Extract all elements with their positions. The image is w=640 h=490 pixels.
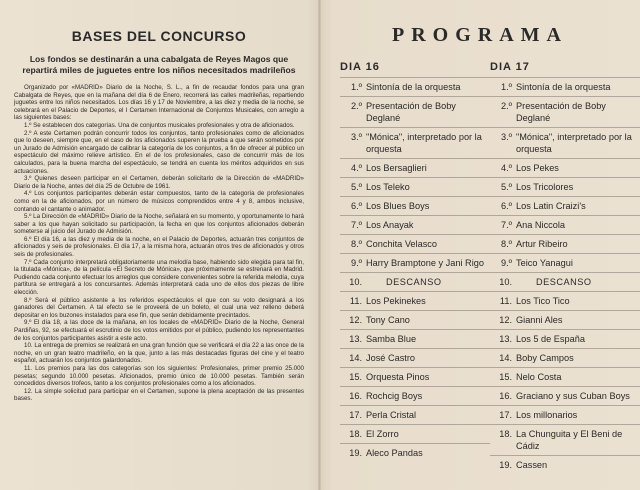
- program-item-number: 7.º: [500, 220, 512, 230]
- program-item-number: 14.: [499, 353, 512, 363]
- rule-paragraph: Organizado por «MADRID» Diario de la Noche, S. L., a fin de recaudar fondos para una gran Cabalgata de Reyes, que en la mañana del día 6 de Enero, recorrerá las calles madrileñas, repartiendo juguetes entre los niños necesitados. Los días 16 y 17 de Noviembre, a las diez y media de la noche, se celebrará en el Palacio de Deportes, el I Certamen Internacional de Conjuntos Musicales, con arreglo a las siguientes bases:: [14, 84, 304, 122]
- program-item: [490, 127, 640, 158]
- program-item-number: 8.º: [500, 239, 512, 249]
- rule-paragraph: 6.º El día 16, a las diez y media de la noche, en el Palacio de Deportes, actuarán tres conjuntos de aficionados y seis de profesionales. El día 17, a la misma hora, actuarán otros tres de aficionados y otros seis de profesionales.: [14, 235, 304, 259]
- program-item: [490, 455, 640, 474]
- program-item: [340, 253, 490, 272]
- program-item-number: 17.: [499, 410, 512, 420]
- rule-paragraph: 9.º El día 18, a las doce de la mañana, en los locales de «MADRID» Diario de la Noche, General Pardiñas, 92, se efectuará el escrutinio de los votos emitidos por el público, pudiendo los representantes de los conjuntos participantes asistir a este acto.: [14, 319, 304, 342]
- program-item: [340, 127, 490, 158]
- programa-title: PROGRAMA: [392, 24, 568, 46]
- program-item: [340, 158, 490, 177]
- program-item-act: Ana Niccola: [516, 220, 566, 230]
- program-item-number: 5.º: [350, 182, 362, 192]
- programa-columns: [330, 57, 630, 477]
- program-item: [340, 386, 490, 405]
- program-item-number: 10.: [499, 277, 512, 287]
- program-item-number: 5.º: [500, 182, 512, 192]
- program-item: [340, 405, 490, 424]
- program-item-act: Gianni Ales: [516, 315, 563, 325]
- program-item-act: Tony Cano: [366, 315, 410, 325]
- program-item-act: El Zorro: [366, 429, 399, 439]
- program-item-number: 10.: [349, 277, 362, 287]
- program-item: [340, 177, 490, 196]
- program-item-act: DESCANSO: [386, 277, 442, 287]
- program-item-number: 3.º: [350, 132, 362, 142]
- program-item-act: Graciano y sus Cuban Boys: [516, 391, 630, 401]
- program-item-act: Conchita Velasco: [366, 239, 437, 249]
- program-item-number: 14.: [349, 353, 362, 363]
- programa-panel: [330, 10, 630, 477]
- rule-paragraph: 3.º Quienes deseen participar en el Certamen, deberán solicitarlo de la Dirección de «MADRID» Diario de la Noche, antes del día 25 de Octubre de 1961.: [14, 175, 304, 190]
- program-item: [340, 443, 490, 462]
- program-item-act: Cassen: [516, 460, 548, 470]
- program-item-act: "Mónica", interpretado por la orquesta: [516, 132, 632, 154]
- day-17-heading: DIA 17: [490, 61, 530, 73]
- program-item: [340, 77, 490, 96]
- bases-intro: Los fondos se destinarán a una cabalgata de Reyes Magos que repartirá miles de juguetes entre los niños necesitados madrileños: [22, 54, 296, 75]
- program-item-act: DESCANSO: [536, 277, 592, 287]
- program-item-number: 18.: [349, 429, 362, 439]
- program-item-act: Los Tico Tico: [516, 296, 570, 306]
- program-item: [490, 424, 640, 455]
- program-item: [490, 386, 640, 405]
- program-item-act: Nelo Costa: [516, 372, 562, 382]
- program-item-act: Los Blues Boys: [366, 201, 430, 211]
- center-fold: [318, 0, 321, 490]
- program-item: [490, 405, 640, 424]
- rule-paragraph: 4.º Los conjuntos participantes deberán estar compuestos, tanto de la categoría de profesionales como en la de aficionados, por un número de músicos comprendidos entre 4 y 8, ambos inclusive, contando el cantante o animador.: [14, 190, 304, 213]
- program-item-act: Harry Bramptone y Jani Rigo: [366, 258, 484, 268]
- program-item-number: 3.º: [500, 132, 512, 142]
- program-item-act: Los Tricolores: [516, 182, 574, 192]
- program-item-act: Samba Blue: [366, 334, 417, 344]
- program-item: [490, 367, 640, 386]
- program-item-number: 1.º: [350, 82, 362, 92]
- program-item-number: 15.: [349, 372, 362, 382]
- program-item-act: Artur Ribeiro: [516, 239, 568, 249]
- program-item: [490, 291, 640, 310]
- program-item-act: Los millonarios: [516, 410, 578, 420]
- rule-paragraph: 11. Los premios para las dos categorías son los siguientes: Profesionales, primer premio 25.000 pesetas; segundo 10.000 pesetas. Aficionados, premio único de 10.000 pesetas. También serán concedidos diversos trofeos, tanto a los conjuntos profesionales como a los aficionados.: [14, 364, 304, 388]
- program-item: [340, 367, 490, 386]
- program-item-act: Los 5 de España: [516, 334, 585, 344]
- program-item-act: Los Anayak: [366, 220, 414, 230]
- program-item-number: 12.: [499, 315, 512, 325]
- program-item-act: Orquesta Pinos: [366, 372, 430, 382]
- program-item-number: 9.º: [500, 258, 512, 268]
- program-item-act: Los Pekes: [516, 163, 559, 173]
- program-item: [490, 310, 640, 329]
- program-item-number: 12.: [349, 315, 362, 325]
- bases-panel: [14, 10, 304, 403]
- program-item: [490, 253, 640, 272]
- program-item: [340, 310, 490, 329]
- program-item: [340, 272, 490, 291]
- rules-list: [14, 84, 304, 403]
- program-item-number: 19.: [499, 460, 512, 470]
- rule-paragraph: 10. La entrega de premios se realizará en una gran función que se verificará el día 22 a las once de la noche, en un gran teatro madrileño, en la que, junto a las más destacadas figuras del cine y el teatro español, actuarán los conjuntos galardonados.: [14, 342, 304, 365]
- program-item: [340, 424, 490, 443]
- program-item-number: 2.º: [350, 101, 362, 111]
- rule-paragraph: 7.º Cada conjunto interpretará obligatoriamente una melodía base, habiendo sido elegida para tal fin, la titulada «Mónica», de la película «El Secreto de Mónica», que próximamente se estrenará en Madrid. Pudiendo cada conjunto efectuar los arreglos que considere convenientes sobre la referida melodía, cuya partitura se entregará a los concursantes. Además interpretará cada uno de ellos dos piezas de libre elección.: [14, 258, 304, 297]
- rule-paragraph: 12. La simple solicitud para participar en el Certamen, supone la plena aceptación de las presentes bases.: [14, 387, 304, 403]
- program-item-act: Los Bersaglieri: [366, 163, 427, 173]
- program-item-number: 2.º: [500, 101, 512, 111]
- program-item: [490, 348, 640, 367]
- program-item-act: Presentación de Boby Deglané: [516, 101, 606, 123]
- program-item: [340, 291, 490, 310]
- day-17-column: [490, 57, 640, 474]
- program-item-act: "Mónica", interpretado por la orquesta: [366, 132, 482, 154]
- program-item-number: 11.: [499, 296, 512, 306]
- program-item-act: Rochcig Boys: [366, 391, 423, 401]
- program-item: [340, 196, 490, 215]
- program-item-number: 9.º: [350, 258, 362, 268]
- bases-title: BASES DEL CONCURSO: [71, 28, 247, 44]
- program-item-number: 4.º: [500, 163, 512, 173]
- program-item: [340, 96, 490, 127]
- program-item: [490, 215, 640, 234]
- day-17-list: [490, 77, 640, 474]
- rule-paragraph: 2.º A este Certamen podrán concurrir todos los conjuntos, tanto profesionales como de aficionados que lo deseen, siempre que, en el caso de los aficionados superen la prueba a que serán sometidos por un Jurado de Admisión encargado de calibrar la categoría de los conjuntos, a fin de ofrecer al público un espectáculo del máximo relieve artístico. En el de los profesionales, caso de concurrir más de los calculados, para la buena marcha del espectáculo, se tendrá en cuenta los méritos adquiridos en sus actuaciones.: [14, 129, 304, 175]
- day-16-heading: DIA 16: [340, 61, 380, 73]
- program-item-act: Aleco Pandas: [366, 448, 423, 458]
- rule-paragraph: 1.º Se establecen dos categorías. Una de conjuntos musicales profesionales y otra de aficionados.: [24, 121, 295, 129]
- rule-paragraph: 8.º Será el público asistente a los referidos espectáculos el que con su voto designará a los ganadores del Certamen. A tal efecto se le proveerá de un boleto, el cual una vez relleno deberá depositar en los buzones instalados para ese fin, que serán debidamente precintados.: [14, 296, 304, 319]
- program-item: [490, 158, 640, 177]
- program-item-act: Sintonía de la orquesta: [366, 82, 461, 92]
- program-item-number: 16.: [349, 391, 362, 401]
- program-item-number: 18.: [499, 429, 512, 439]
- program-item: [340, 215, 490, 234]
- day-16-column: [340, 57, 490, 462]
- rule-paragraph: 5.º La Dirección de «MADRID» Diario de la Noche, señalará en su momento, y oportunamente lo hará saber a los que hayan solicitado su participación, la fecha en que los conjuntos aficionados deberán someterse al juicio del Jurado de Admisión.: [14, 213, 304, 236]
- program-item-number: 6.º: [500, 201, 512, 211]
- program-item-number: 16.: [499, 391, 512, 401]
- program-item-number: 17.: [349, 410, 362, 420]
- program-item-number: 13.: [349, 334, 362, 344]
- day-16-list: [340, 77, 490, 462]
- program-item: [490, 196, 640, 215]
- program-item-act: Teico Yanagui: [516, 258, 573, 268]
- program-item: [490, 234, 640, 253]
- program-item: [340, 329, 490, 348]
- program-item-act: Boby Campos: [516, 353, 574, 363]
- program-item-act: Los Pekinekes: [366, 296, 426, 306]
- program-item-act: Perla Cristal: [366, 410, 417, 420]
- program-item: [490, 272, 640, 291]
- program-item-number: 11.: [349, 296, 362, 306]
- program-item-number: 19.: [349, 448, 362, 458]
- program-item-act: Los Latin Craizi's: [516, 201, 586, 211]
- program-item-number: 13.: [499, 334, 512, 344]
- program-item-number: 15.: [499, 372, 512, 382]
- program-item-number: 1.º: [500, 82, 512, 92]
- program-item-number: 7.º: [350, 220, 362, 230]
- program-item: [490, 177, 640, 196]
- program-item-act: Sintonía de la orquesta: [516, 82, 611, 92]
- program-item-act: José Castro: [366, 353, 416, 363]
- program-item-act: Los Teleko: [366, 182, 410, 192]
- program-item-number: 4.º: [350, 163, 362, 173]
- program-item: [490, 96, 640, 127]
- program-item: [340, 234, 490, 253]
- program-item: [340, 348, 490, 367]
- program-item-act: Presentación de Boby Deglané: [366, 101, 456, 123]
- program-item-act: La Chunguita y El Beni de Cádiz: [516, 429, 623, 451]
- program-item-number: 8.º: [350, 239, 362, 249]
- program-item: [490, 77, 640, 96]
- program-item: [490, 329, 640, 348]
- program-item-number: 6.º: [350, 201, 362, 211]
